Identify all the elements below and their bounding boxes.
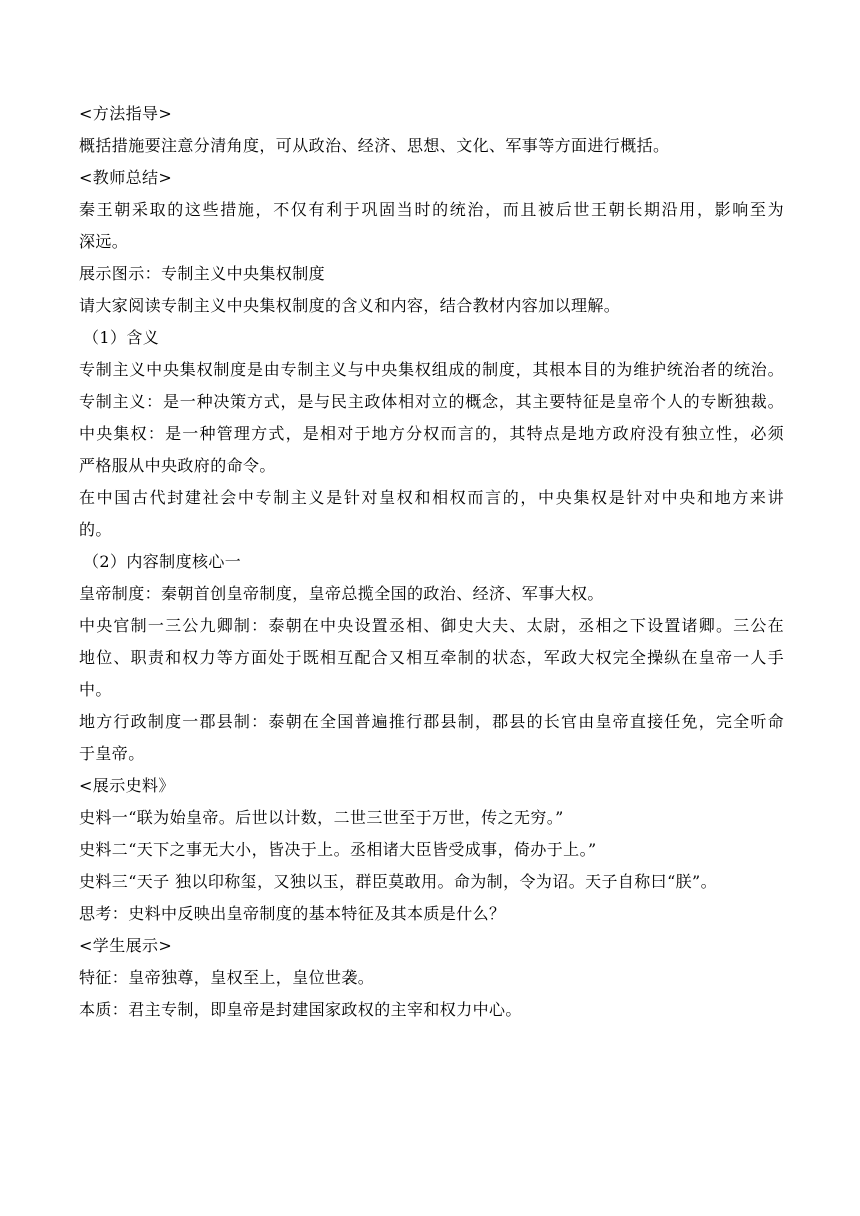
document-body — [79, 98, 784, 1026]
answer-line: 特征：皇帝独尊，皇权至上，皇位世袭。 — [79, 968, 375, 987]
content-line: 皇帝制度：秦朝首创皇帝制度，皇帝总揽全国的政治、经济、军事大权。 — [79, 584, 604, 603]
instruction-line: 请大家阅读专制主义中央集权制度的含义和内容，结合教材内容加以理解。 — [79, 296, 621, 315]
content-line: 中。 — [79, 680, 112, 699]
heading-historical-materials: <展示史料》 — [79, 776, 175, 795]
historical-material-line: 史料一“联为始皇帝。后世以计数，二世三世至于万世，传之无穷。” — [79, 808, 564, 827]
heading-student-presentation: <学生展示> — [79, 936, 173, 955]
definition-line: 在中国古代封建社会中专制主义是针对皇权和相权而言的，中央集权是针对中央和地方来讲 — [79, 488, 784, 507]
definition-line: 的。 — [79, 520, 112, 539]
answer-line: 本质：君主专制，即皇帝是封建国家政权的主宰和权力中心。 — [79, 1000, 522, 1019]
definition-line: 专制主义：是一种决策方式，是与民主政体相对立的概念，其主要特征是皇帝个人的专断独裁。 — [79, 392, 784, 411]
section-heading-content: （2）内容制度核心一 — [83, 552, 242, 571]
content-line: 地方行政制度一郡县制：泰朝在全国普遍推行郡县制，郡县的长官由皇帝直接任免，完全听命 — [79, 712, 784, 731]
content-line: 地位、职责和权力等方面处于既相互配合又相互牵制的状态，军政大权完全操纵在皇帝一人手 — [79, 648, 784, 667]
heading-method-guide: <方法指导> — [79, 104, 173, 123]
historical-material-line: 史料二“天下之事无大小，皆决于上。丞相诸大臣皆受成事，倚办于上。” — [79, 840, 597, 859]
historical-material-line: 史料三“天子 独以印称玺，又独以玉，群臣莫敢用。命为制，令为诏。天子自称曰“朕”。 — [79, 872, 718, 891]
definition-line: 专制主义中央集权制度是由专制主义与中央集权组成的制度，其根本目的为维护统治者的统治。 — [79, 360, 784, 379]
section-heading-meaning: （1）含义 — [83, 328, 160, 347]
heading-teacher-summary: <教师总结> — [79, 168, 173, 187]
definition-line: 中央集权：是一种管理方式，是相对于地方分权而言的，其特点是地方政府没有独立性，必须 — [79, 424, 784, 443]
diagram-caption: 展示图示：专制主义中央集权制度 — [79, 264, 326, 283]
paragraph-summary-line: 深远。 — [79, 232, 129, 251]
content-line: 中央官制一三公九卿制：泰朝在中央设置丞相、御史大夫、太尉，丞相之下设置诸卿。三公在 — [79, 616, 784, 635]
paragraph-summary-line: 秦王朝采取的这些措施，不仅有利于巩固当时的统治，而且被后世王朝长期沿用，影响至为 — [79, 200, 784, 219]
content-line: 于皇帝。 — [79, 744, 145, 763]
question-line: 思考：史料中反映出皇帝制度的基本特征及其本质是什么？ — [79, 904, 506, 923]
paragraph-method-guide: 概括措施要注意分清角度，可从政治、经济、思想、文化、军事等方面进行概括。 — [79, 136, 670, 155]
definition-line: 严格服从中央政府的命令。 — [79, 456, 276, 475]
